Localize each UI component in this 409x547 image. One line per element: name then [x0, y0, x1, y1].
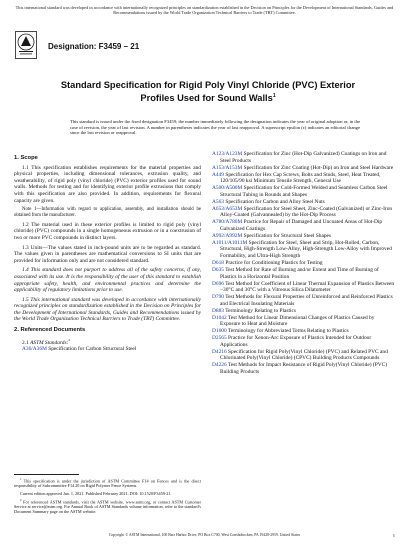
reference-title: Specification for Zinc (Hot-Dip Galvanized) Coatings on Iron and Steel Products — [220, 151, 387, 164]
right-column-references — [212, 151, 395, 376]
reference-link[interactable]: D883 — [212, 307, 224, 314]
reference-title: Specification for Hex Cap Screws, Bolts and Studs, Steel, Heat Treated, 120/105/90 ksi Minimum Tensile Strength, General Use — [220, 171, 381, 185]
footnote-2 — [14, 498, 201, 515]
designation: Designation: F3459 – 21 — [48, 42, 140, 51]
reference-title: Practice for Repair of Damaged and Uncoated Areas of Hot-Dip Galvanized Coatings — [220, 219, 383, 232]
reference-link[interactable]: A500/A500M — [212, 185, 243, 192]
astm-standards-label: ASTM Standards: — [30, 339, 69, 346]
reference-item — [212, 260, 395, 267]
reference-item — [212, 267, 395, 280]
reference-item — [212, 308, 395, 315]
reference-title: Test Method for Rate of Burning and/or Extent and Time of Burning of Plastics in a Horizontal Position — [220, 267, 379, 280]
para-1-5: 1.5 This international standard was developed in accordance with internationally recognized principles on standardization established in the Decision on Principles for the Development of International Standards, Guides and Recommendations issued by the World Trade Organization Technical Barriers to Trade (TBT) Committee. — [14, 296, 201, 323]
reference-link[interactable]: A653/A653M — [212, 205, 243, 212]
reference-link[interactable]: D635 — [212, 267, 224, 273]
reference-link[interactable]: A1011/A1011M — [212, 239, 248, 246]
reference-item — [212, 165, 395, 172]
reference-title: Terminology Relating to Plastics — [223, 307, 296, 314]
left-column — [14, 151, 201, 353]
reference-link[interactable]: D696 — [212, 280, 224, 287]
reference-link[interactable]: D618 — [212, 260, 224, 267]
document-title — [58, 80, 358, 104]
reference-item — [212, 219, 395, 232]
para-1-1: 1.1 This specification establishes requirements for the material properties and physical properties, including dimensional tolerances, extrusion quality, and weatherability, of rigid poly (vinyl chloride) (PVC) exterior profiles used for sound walls. Methods for testing and for identifying exterior profile extrusions that comply with this specification are also provided. In addition, requirements for flexural capacity are given. — [14, 164, 201, 204]
footnote-1-text: This specification is under the jurisdiction of ASTM Committee F14 on Fences and is the direct responsibility of Subcommittee F14.20 on Rigid Polymer Fence Systems. — [14, 478, 201, 489]
footnotes — [14, 477, 201, 516]
reference-title: Specification for Zinc Coating (Hot-Dip) on Iron and Steel Hardware — [242, 164, 394, 171]
reference-item — [212, 206, 395, 219]
reference-title: Specification for Carbon and Alloy Steel Nuts — [223, 198, 325, 205]
reference-title: Terminology for Abbreviated Terms Relating to Plastics — [226, 328, 349, 335]
footnote-2-text: For referenced ASTM standards, visit the ASTM website, www.astm.org, or contact ASTM Customer Service at service@astm.org. For Annual Book of ASTM Standards volume information, refer to the standard's Document Summary page on the ASTM website. — [14, 499, 201, 515]
wto-notice: This international standard was developed in accordance with internationally recognized principles on standardization established in the Decision on Principles for the Development of International Standards, Guides and Recommendations issued by the World Trade Organization Technical Barriers to Trade (TBT) Committee. — [15, 5, 394, 16]
reference-item — [212, 315, 395, 328]
reference-item — [212, 233, 395, 240]
reference-title: Practice for Xenon-Arc Exposure of Plastics Intended for Outdoor Applications — [220, 335, 372, 348]
reference-link[interactable]: A449 — [212, 171, 224, 178]
footnote-1b: Current edition approved Jan. 1, 2021. Published February 2021. DOI: 10.1520/F3459-21. — [20, 490, 172, 496]
astm-logo — [15, 31, 37, 59]
para-2-1 — [22, 337, 201, 346]
reference-item — [212, 362, 395, 375]
reference-link[interactable]: A123/A123M — [212, 151, 243, 157]
reference-title: Test Method for Linear Dimensional Changes of Plastics Caused by Exposure to Heat and Moisture — [220, 314, 375, 328]
ref-a36 — [22, 346, 201, 353]
para-1-3: 1.3 Units—The values stated in inch-pound units are to be regarded as standard. The values given in parentheses are mathematical conversions to SI units that are provided for information only and are not considered standard. — [14, 244, 201, 264]
reference-item — [212, 172, 395, 185]
para-1-4: 1.4 This standard does not purport to address all of the safety concerns, if any, associated with its use. It is the responsibility of the user of this standard to establish appropriate safety, health, and environmental practices and determine the applicability of regulatory limitations prior to use. — [14, 267, 201, 294]
reference-item — [212, 328, 395, 335]
reference-link[interactable]: D1042 — [212, 314, 227, 321]
reference-title: Specification for Steel Sheet, Zinc-Coated (Galvanized) or Zinc-Iron Alloy-Coated (Galvannealed) by the Hot-Dip Process — [220, 205, 393, 219]
reference-item — [212, 199, 395, 206]
reference-title: Specification for Steel, Sheet and Strip, Hot-Rolled, Carbon, Structural, High-Strength Low-Alloy, High-Strength Low-Alloy with Improved Formability, and Ultra-High Strength — [220, 239, 392, 260]
reference-title: Specification for Structural Steel Shapes — [242, 232, 332, 239]
para-1-2: 1.2 The material used in these exterior profiles is limited to rigid poly (vinyl chloride) (PVC) compounds in a single homogeneous extrusion or in a coextrusion of two or more PVC compounds in distinct layers. — [14, 221, 201, 241]
reference-item — [212, 151, 395, 164]
reference-title: Test Methods for Impact Resistance of Rigid Poly(Vinyl Chloride) (PVC) Building Products — [220, 362, 387, 376]
title-text: Standard Specification for Rigid Poly Vinyl Chloride (PVC) Exterior Profiles Used for Sound Walls — [60, 80, 356, 104]
ref-title-a36: Specification for Carbon Structural Steel — [46, 346, 137, 353]
reference-item — [212, 335, 395, 348]
copyright-line: Copyright © ASTM International, 100 Barr Harbor Drive, PO Box C700, West Conshohocken, PA 19428-2959. United States — [108, 533, 301, 537]
reference-link[interactable]: D4216 — [212, 348, 227, 355]
note-1: Note 1—Information with regard to application, assembly, and installation should be obtained from the manufacturer. — [14, 207, 201, 218]
reference-link[interactable]: A153/A153M — [212, 164, 243, 171]
ref-link-a36[interactable]: A36/A36M — [22, 346, 47, 353]
reference-item — [212, 294, 395, 307]
reference-link[interactable]: D2565 — [212, 335, 227, 342]
reference-link[interactable]: A992/A992M — [212, 232, 243, 239]
footnote-divider — [14, 474, 79, 475]
footnote-1-marker: 1 — [20, 477, 22, 481]
reference-title: Specification for Rigid Poly(Vinyl Chloride) (PVC) and Related PVC and Chlorinated Poly(Vinyl Chloride) (CPVC) Building Products Compounds — [220, 348, 388, 362]
footnote-2-mark: 2 — [68, 337, 71, 342]
reference-title: Specification for Cold-Formed Welded and Seamless Carbon Steel Structural Tubing in Rounds and Shapes — [220, 185, 388, 198]
reference-title: Test Method for Coefficient of Linear Thermal Expansion of Plastics Between −30°C and 30°C with a Vitreous Silica Dilatometer — [220, 280, 395, 294]
page-number: 1 — [392, 533, 395, 538]
reference-title: Test Methods for Flexural Properties of Unreinforced and Reinforced Plastics and Electrical Insulating Materials — [220, 294, 393, 307]
reference-item — [212, 185, 395, 198]
section-scope-heading: 1. Scope — [14, 155, 38, 161]
section-referenced-documents-heading: 2. Referenced Documents — [14, 327, 86, 334]
reference-item — [212, 240, 395, 260]
reference-item — [212, 349, 395, 362]
reference-link[interactable]: A563 — [212, 198, 224, 205]
reference-link[interactable]: A780/A780M — [212, 219, 243, 226]
para-2-1-number: 2.1 — [22, 339, 31, 346]
reference-item — [212, 281, 395, 294]
standard-issuance-note: This standard is issued under the fixed designation F3459; the number immediately following the designation indicates the year of original adoption or, in the case of revision, the year of last revision. A number in parentheses indicates the year of last reapproval. A superscript epsilon (ε) indicates an editorial change since the last revision or reapproval. — [70, 119, 360, 136]
astm-logo-icon — [15, 31, 37, 59]
reference-link[interactable]: D1600 — [212, 328, 227, 335]
footnote-1 — [14, 477, 201, 489]
reference-link[interactable]: D790 — [212, 294, 224, 301]
title-footnote-mark: 1 — [272, 93, 276, 99]
footnote-2-marker: 2 — [20, 497, 22, 502]
reference-link[interactable]: D4226 — [212, 362, 227, 369]
reference-title: Practice for Conditioning Plastics for Testing — [223, 260, 323, 267]
